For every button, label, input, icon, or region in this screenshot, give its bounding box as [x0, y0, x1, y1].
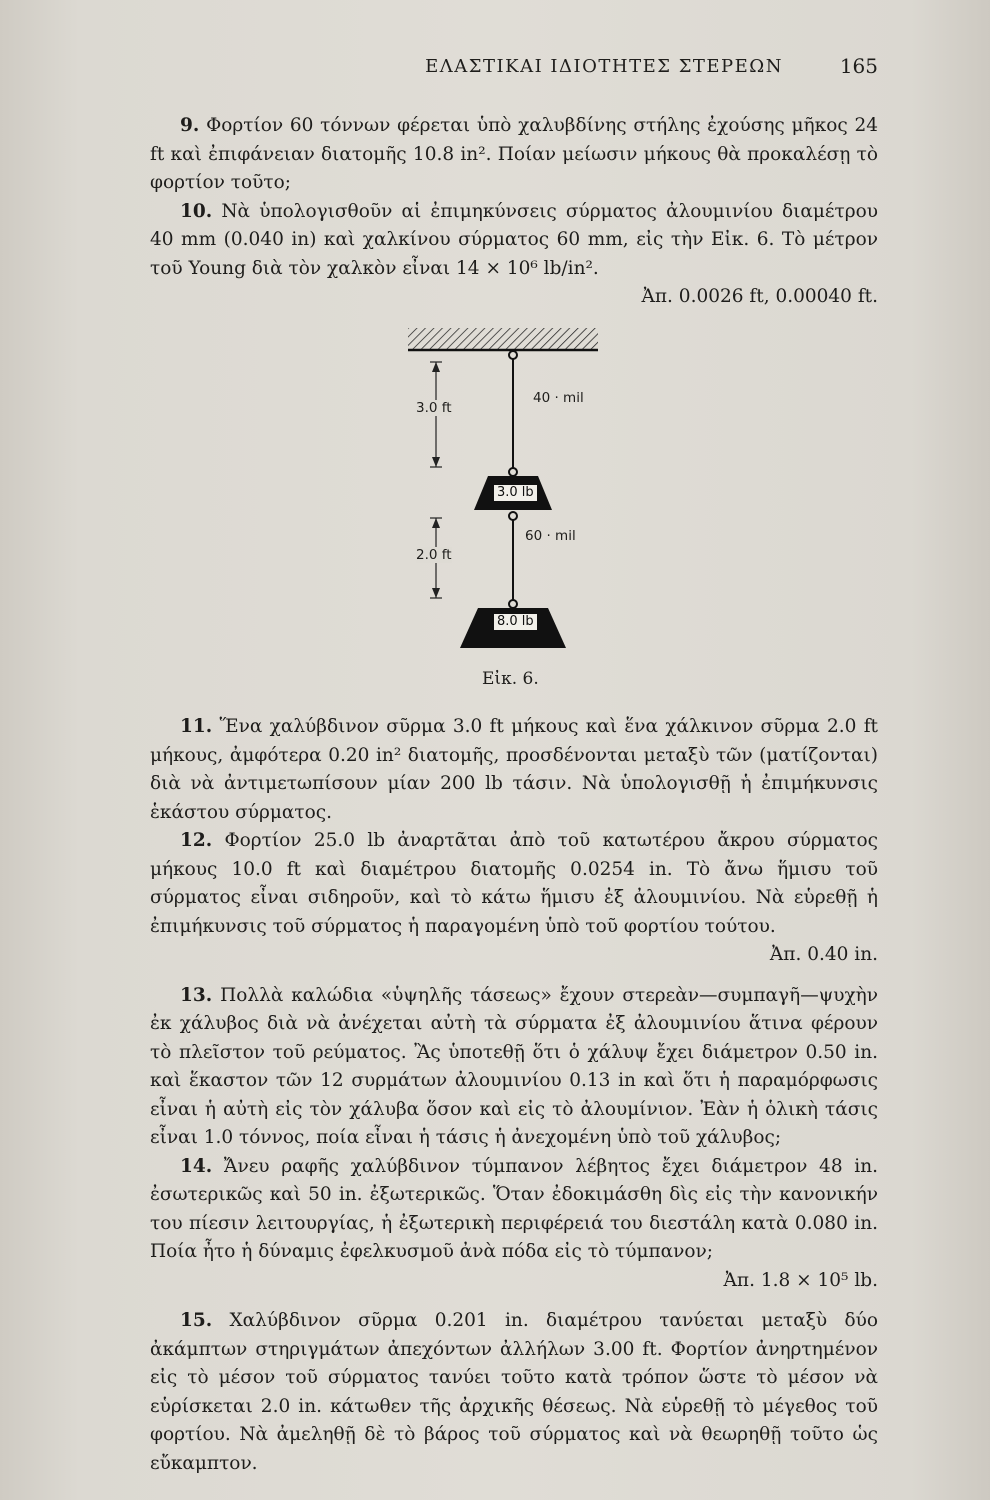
problem-number: 14. — [180, 1155, 213, 1177]
problem-number: 15. — [180, 1310, 213, 1331]
upper-wire-label: 40 · mil — [533, 390, 584, 406]
lower-wire-label: 60 · mil — [525, 528, 576, 544]
lower-weight-label: 8.0 lb — [494, 614, 537, 630]
problem-13 — [150, 982, 878, 1153]
answer-12: Ἀπ. 0.40 in. — [769, 944, 878, 965]
problem-number: 9. — [180, 115, 200, 136]
problem-number: 13. — [180, 984, 213, 1006]
problem-text: Χαλύβδινον σῦρμα 0.201 in. διαμέτρου τανύεται μεταξὺ δύο ἀκάμπτων στηριγμάτων ἀπεχόντων ἀλλήλων 3.00 ft. Φορτίον ἀνηρτημένον εἰς τὸ μέσον τοῦ σύρματος τανύει τοῦτο κατὰ τρόπον ὥστε τὸ μέσον νὰ εὑρίσκεται 2.0 in. κάτωθεν τῆς ἀρχικῆς θέσεως. Νὰ εὑρεθῇ τὸ μέγεθος τοῦ φορτίου. Νὰ ἀμεληθῇ δὲ τὸ βάρος τοῦ σύρματος καὶ νὰ θεωρηθῇ τοῦτο ὡς εὔκαμπτον. — [150, 1310, 878, 1474]
running-header — [150, 52, 878, 84]
problem-text: Φορτίον 60 τόννων φέρεται ὑπὸ χαλυβδίνης στήλης ἐχούσης μῆκος 24 ft καὶ ἐπιφάνειαν διατομῆς 10.8 in². Ποίαν μείωσιν μήκους θὰ προκαλέσῃ τὸ φορτίον τοῦτο; — [150, 115, 878, 193]
problem-12 — [150, 827, 878, 941]
problem-number: 10. — [180, 200, 213, 222]
problem-text: Φορτίον 25.0 lb ἀναρτᾶται ἀπὸ τοῦ κατωτέρου ἄκρου σύρματος μήκους 10.0 ft καὶ διαμέτρου διατομῆς 0.0254 in. Τὸ ἄνω ἥμισυ τοῦ σύρματος εἶναι σιδηροῦν, καὶ τὸ κάτω ἥμισυ ἐξ ἀλουμινίου. Νὰ εὑρεθῇ ἡ ἐπιμήκυνσις τοῦ σύρματος ἡ παραγομένη ὑπὸ τοῦ φορτίου τούτου. — [150, 830, 878, 937]
ceiling-support — [408, 328, 598, 350]
problem-text: Πολλὰ καλώδια «ὑψηλῆς τάσεως» ἔχουν στερεὰν—συμπαγῆ—ψυχὴν ἐκ χάλυβος διὰ νὰ ἀνέχεται αὐτὴ τὰ σύρματα ἐξ ἀλουμινίου ἅτινα φέρουν τὸ πλεῖστον τοῦ ρεύματος. Ἂς ὑποτεθῇ ὅτι ὁ χάλυψ ἔχει διάμετρον 0.50 in. καὶ ἕκαστον τῶν 12 συρμάτων ἀλουμινίου 0.13 in καὶ ὅτι ἡ παραμόρφωσις εἶναι ἡ αὐτὴ εἰς τὸν χάλυβα ὅσον καὶ εἰς τὸ ἀλουμίνιον. Ἐὰν ἡ ὁλικὴ τάσις εἶναι 1.0 τόννος, ποία εἶναι ἡ τάσις ἡ ἀνεχομένη ὑπὸ τοῦ χάλυβος; — [150, 984, 878, 1148]
problem-9 — [150, 112, 878, 198]
problem-15 — [150, 1307, 878, 1478]
figure-6 — [380, 322, 620, 702]
problem-number: 11. — [180, 716, 213, 737]
problem-text: Ἄνευ ραφῆς χαλύβδινον τύμπανον λέβητος ἔχει διάμετρον 48 in. ἐσωτερικῶς καὶ 50 in. ἐξωτερικῶς. Ὅταν ἐδοκιμάσθη δὶς εἰς τὴν κανονικήν του πίεσιν λειτουργίας, ἡ ἐξωτερικὴ περιφέρειά του διεστάλη κατὰ 0.080 in. Ποία ἦτο ἡ δύναμις ἐφελκυσμοῦ ἀνὰ πόδα εἰς τὸ τύμπανον; — [150, 1155, 878, 1262]
problems-top — [150, 112, 878, 312]
page-number: 165 — [839, 54, 878, 78]
chapter-title: ΕΛΑΣΤΙΚΑΙ ΙΔΙΟΤΗΤΕΣ ΣΤΕΡΕΩΝ — [425, 56, 783, 77]
answer-14: Ἀπ. 1.8 × 10⁵ lb. — [723, 1269, 878, 1291]
answer-10: Ἀπ. 0.0026 ft, 0.00040 ft. — [641, 286, 878, 307]
upper-weight-label: 3.0 lb — [494, 485, 537, 501]
problem-text: Ἕνα χαλύβδινον σῦρμα 3.0 ft μήκους καὶ ἕνα χάλκινον σῦρμα 2.0 ft μήκους, ἀμφότερα 0.20 in² διατομῆς, προσδένονται μεταξὺ τῶν (ματίζονται) διὰ νὰ ἀντιμετωπίσουν μίαν 200 lb τάσιν. Νὰ ὑπολογισθῇ ἡ ἐπιμήκυνσις ἑκάστου σύρματος. — [150, 716, 878, 823]
figure-caption: Εἰκ. 6. — [482, 669, 539, 689]
problem-number: 12. — [180, 830, 213, 851]
upper-length-label: 3.0 ft — [416, 400, 452, 416]
problems-bottom — [150, 713, 878, 1478]
problem-14 — [150, 1153, 878, 1267]
lower-length-label: 2.0 ft — [416, 547, 452, 563]
hanging-weights-diagram — [380, 322, 620, 702]
problem-text: Νὰ ὑπολογισθοῦν αἱ ἐπιμηκύνσεις σύρματος ἀλουμινίου διαμέτρου 40 mm (0.040 in) καὶ χαλκίνου σύρματος 60 mm, εἰς τὴν Εἰκ. 6. Τὸ μέτρον τοῦ Young διὰ τὸν χαλκὸν εἶναι 14 × 10⁶ lb/in². — [150, 200, 878, 279]
problem-10 — [150, 198, 878, 284]
problem-11 — [150, 713, 878, 827]
